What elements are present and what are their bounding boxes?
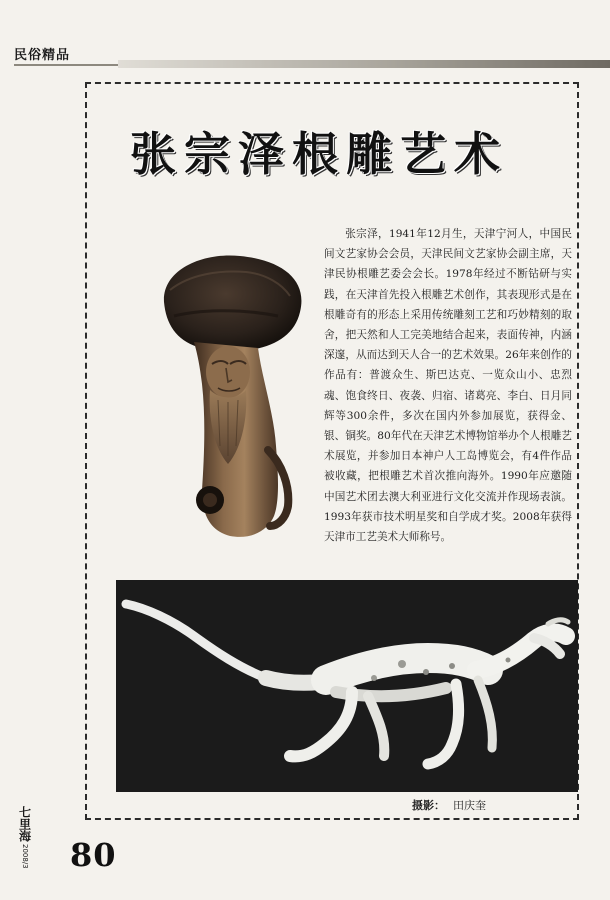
magazine-masthead bbox=[14, 806, 36, 869]
photo-credit bbox=[412, 797, 486, 813]
header-bar bbox=[118, 60, 610, 68]
photographer-name: 田庆奎 bbox=[453, 799, 486, 812]
section-label: 民俗精品 bbox=[14, 48, 71, 63]
magazine-name: 七里海 bbox=[17, 806, 32, 842]
root-carving-photo bbox=[150, 250, 320, 540]
article-body: 张宗泽，1941年12月生，天津宁河人，中国民间文艺家协会会员，天津民间文艺家协会副主席，天津民协根雕艺委会会长。1978年经过不断钻研与实践，在天津首先投入根雕艺术创作，其表现形式是在根雕奇有的形态上采用传统雕刻工艺和巧妙精刻的取舍，把天然和人工完美地结合起来，表面传神，内涵深邃，从而达到天人合一的艺术效果。26年来创作的作品有：普渡众生、斯巴达克、一览众山小、忠烈魂、饱食终日、夜袭、归宿、诸葛亮、李白、日月同辉等300余件，多次在国内外参加展览，获得金、银、铜奖。80年代在天津艺术博物馆举办个人根雕艺术展览，并参加日本神户人工岛博览会，有4件作品被收藏，把根雕艺术首次推向海外。1990年应邀随中国艺术团去澳大利亚进行文化交流并作现场表演。1993年获市技术明星奖和自学成才奖。2008年获得天津市工艺美术大师称号。 bbox=[324, 228, 572, 544]
article-title: 张宗泽根雕艺术 bbox=[130, 127, 508, 181]
page-number: 80 bbox=[70, 836, 117, 874]
photo-credit-label: 摄影： bbox=[412, 799, 445, 812]
magazine-issue: 2008/3 bbox=[21, 844, 29, 869]
dragon-carving-photo bbox=[116, 580, 578, 792]
